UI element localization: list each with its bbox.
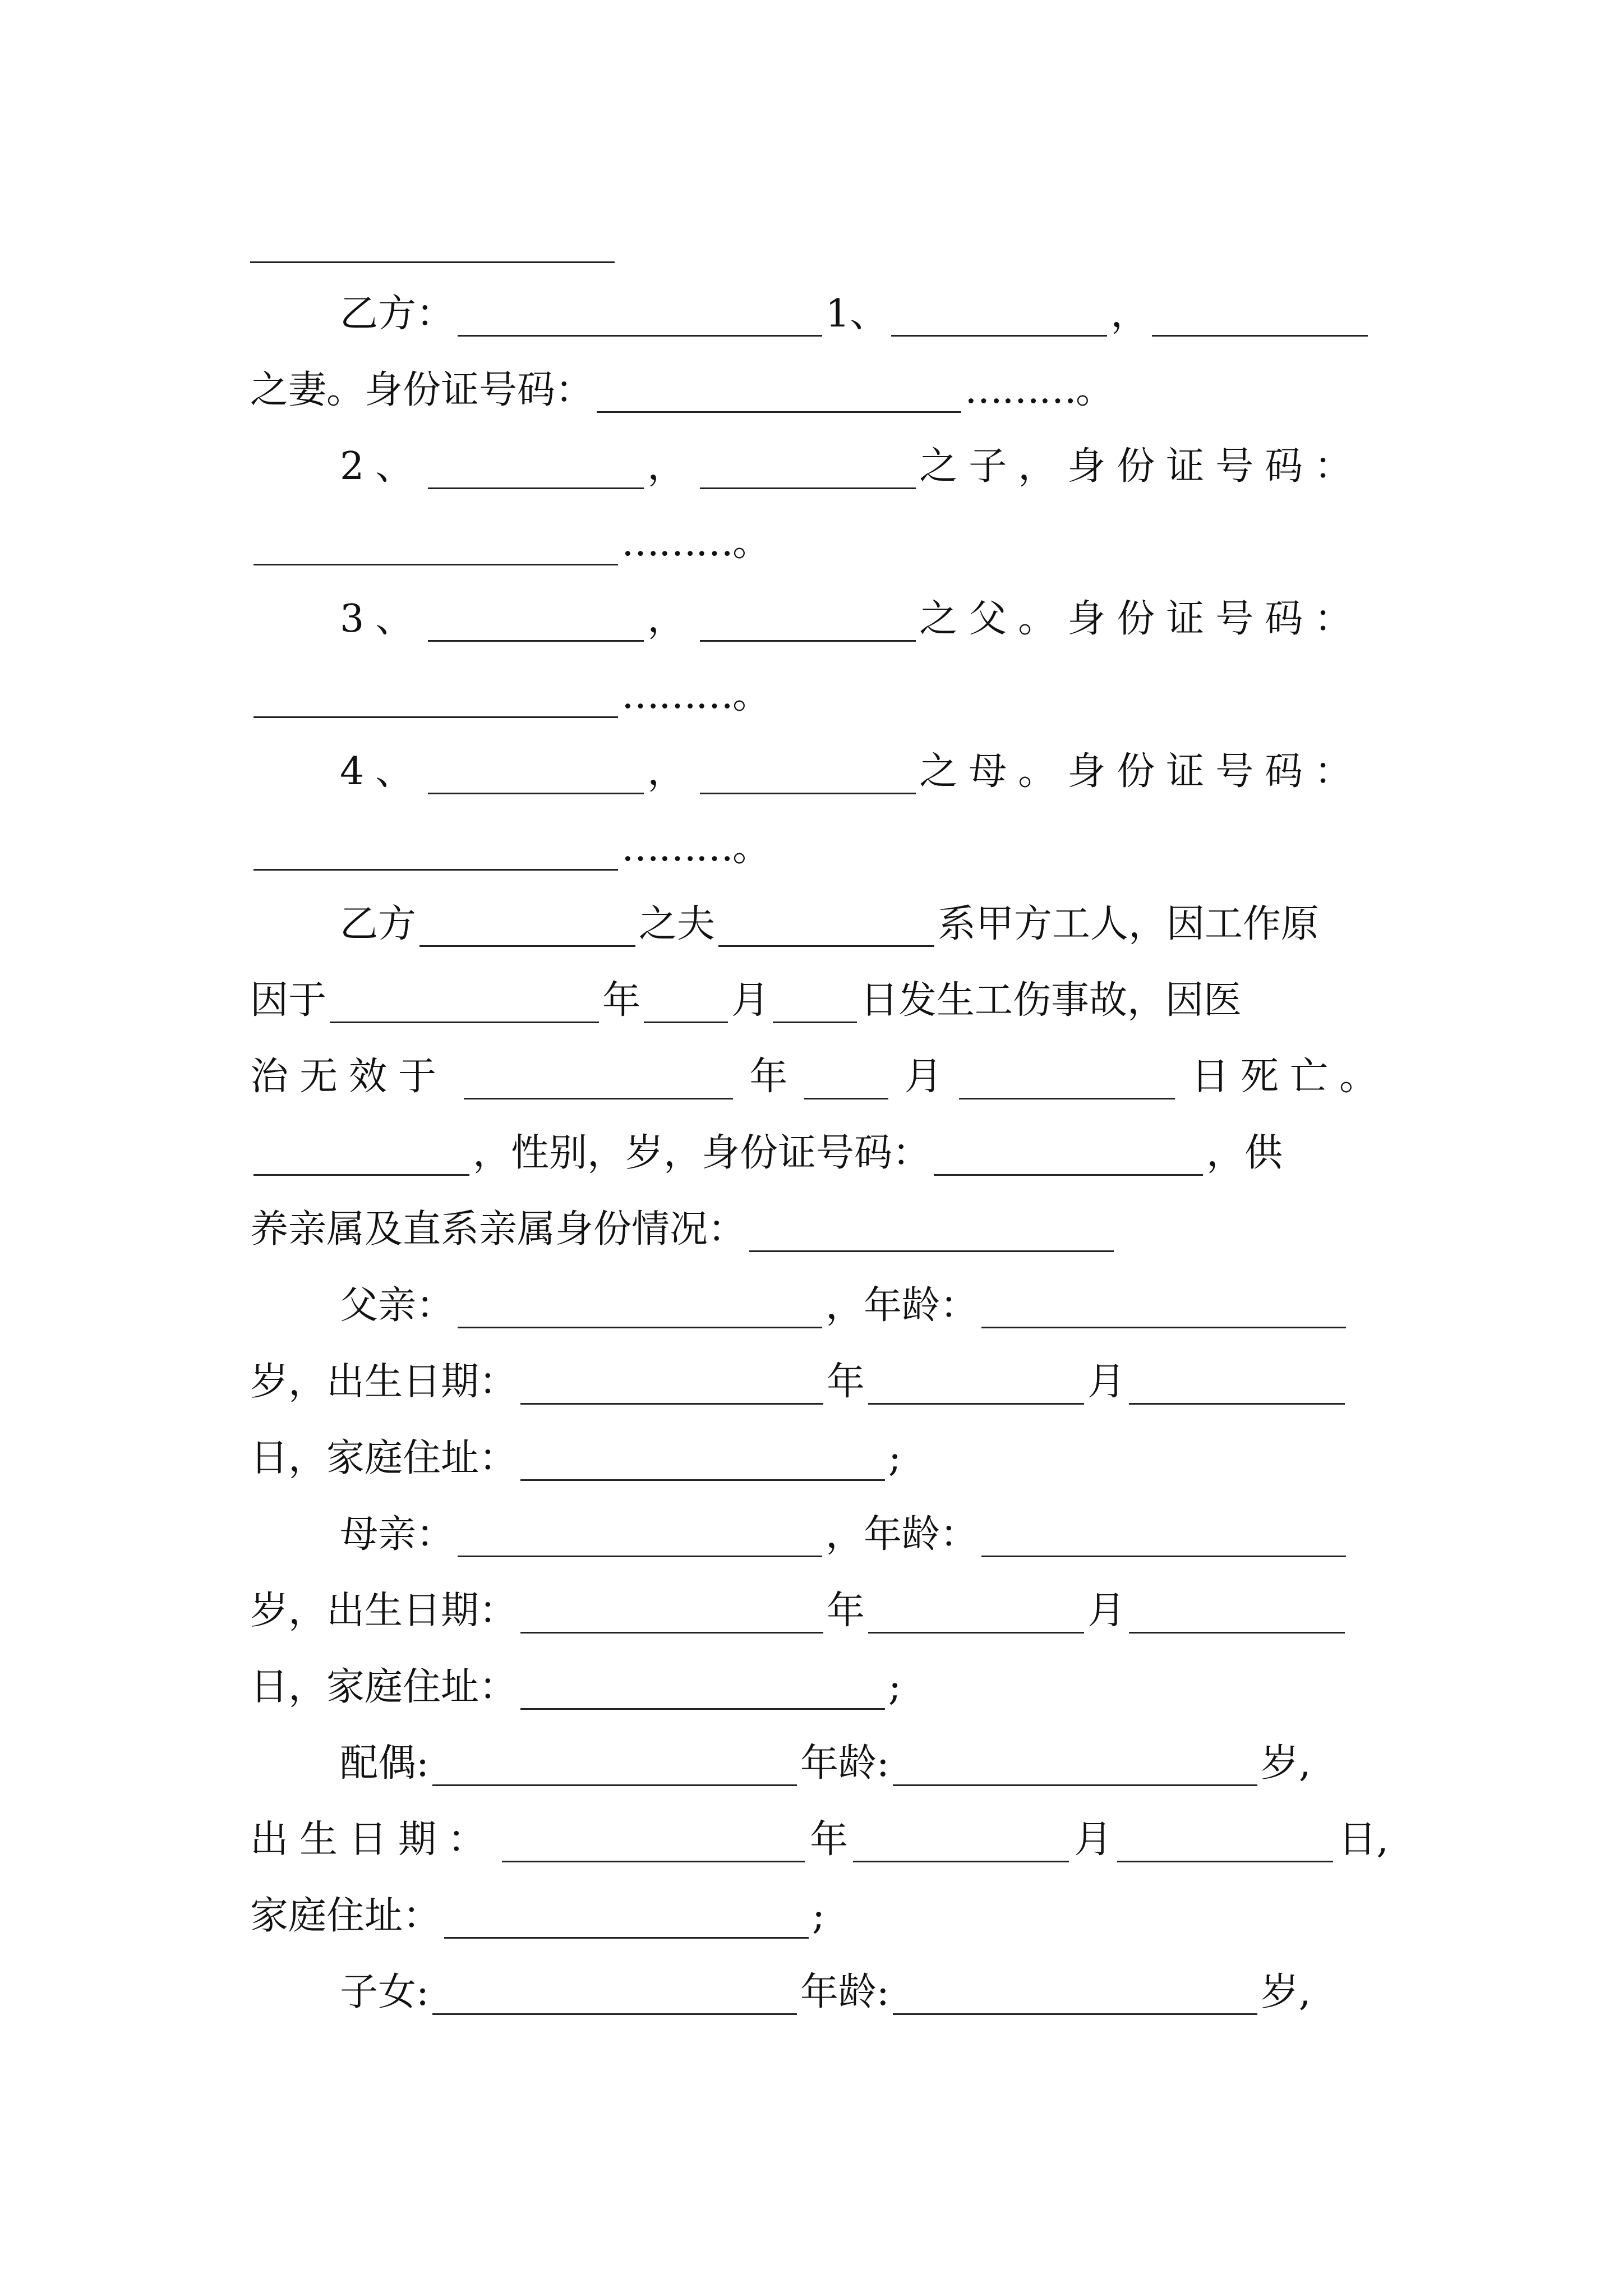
label: 月 (731, 978, 770, 1023)
blank-field[interactable] (853, 1826, 1069, 1862)
text-line (250, 1131, 1389, 1176)
label: 。 (732, 826, 771, 870)
blank-field[interactable] (718, 910, 934, 947)
text-line (250, 1283, 1389, 1328)
label: 日死亡。 (1191, 1055, 1389, 1099)
label: 年 (827, 1589, 865, 1633)
label: ， (647, 597, 697, 641)
blank-field[interactable] (502, 1826, 805, 1862)
label: 年 (827, 1360, 865, 1404)
blank-field[interactable] (458, 300, 822, 337)
label: 年 (602, 978, 641, 1023)
blank-field[interactable] (804, 1063, 888, 1099)
label: 年龄: (800, 1741, 889, 1786)
label: ， (647, 444, 697, 489)
label: 养亲属及直系亲属身份情况： (250, 1207, 746, 1251)
label: 母亲： (340, 1512, 455, 1557)
label: 之子，身份证号码： (919, 444, 1364, 489)
blank-field[interactable] (868, 1597, 1084, 1634)
ellipsis: ……… (621, 521, 732, 565)
text-line (250, 521, 1389, 565)
text-line (250, 826, 1389, 871)
blank-field[interactable] (428, 605, 644, 642)
text-line (250, 1360, 1389, 1405)
blank-field[interactable] (981, 1292, 1346, 1328)
blank-field[interactable] (428, 453, 644, 489)
text-line (250, 673, 1389, 718)
blank-field[interactable] (520, 1597, 823, 1634)
label: ， (647, 749, 697, 794)
label: ，供 (1206, 1131, 1283, 1175)
label: 岁, (1260, 1741, 1311, 1786)
blank-field[interactable] (934, 1139, 1203, 1176)
blank-field[interactable] (1129, 1597, 1345, 1634)
text-line (250, 978, 1389, 1023)
label: 之父。身份证号码： (919, 597, 1364, 641)
label: 日发生工伤事故，因医 (860, 978, 1242, 1023)
label: ; (888, 1436, 901, 1480)
text-line (250, 292, 1389, 337)
blank-field[interactable] (464, 1063, 733, 1099)
blank-field[interactable] (444, 1902, 809, 1939)
blank-field[interactable] (1129, 1368, 1345, 1405)
label: 日，家庭住址： (250, 1436, 518, 1480)
label: 月 (1074, 1818, 1113, 1862)
blank-field[interactable] (330, 987, 599, 1023)
label: 岁，出生日期： (250, 1589, 518, 1633)
blank-field[interactable] (773, 987, 857, 1023)
blank-field[interactable] (520, 1673, 885, 1710)
text-line (250, 597, 1389, 642)
label: 子女: (340, 1970, 429, 2014)
blank-field[interactable] (1152, 300, 1368, 337)
text-line (250, 1894, 1389, 1939)
ellipsis: ……… (965, 368, 1076, 412)
blank-field[interactable] (419, 910, 635, 947)
label: 年龄: (800, 1970, 889, 2014)
label: 。 (1076, 368, 1114, 412)
text-line (250, 1741, 1389, 1786)
label: 之妻。身份证号码： (250, 368, 594, 412)
label: 月 (1087, 1589, 1126, 1633)
label: 年 (810, 1818, 849, 1862)
label: 2、 (340, 444, 425, 489)
blank-field[interactable] (700, 605, 916, 642)
label: 月 (1087, 1360, 1126, 1404)
label: 系甲方工人，因工作原 (938, 902, 1320, 946)
label: 因于 (250, 978, 327, 1023)
text-line (250, 1512, 1389, 1557)
label: 岁, (1260, 1970, 1311, 2014)
label: 4、 (340, 749, 425, 794)
label: 乙方： (340, 292, 455, 336)
label: 之母。身份证号码： (919, 749, 1364, 794)
label: 。 (732, 673, 771, 717)
blank-field[interactable] (644, 987, 728, 1023)
label: 年 (749, 1055, 788, 1099)
blank-field[interactable] (428, 758, 644, 794)
blank-field[interactable] (959, 1063, 1175, 1099)
blank-field[interactable] (520, 1444, 885, 1481)
label: 。 (732, 521, 771, 565)
label: 1、 (826, 292, 888, 336)
text-line (250, 1055, 1389, 1099)
blank-field[interactable] (868, 1368, 1084, 1405)
blank-field[interactable] (520, 1368, 823, 1405)
label: ; (812, 1894, 825, 1938)
blank-field[interactable] (893, 1750, 1257, 1786)
label: ，年龄： (826, 1283, 979, 1328)
blank-field[interactable] (893, 1978, 1257, 2015)
label: 出生日期： (250, 1818, 497, 1862)
label: 之夫 (639, 902, 716, 946)
label: 治无效于 (250, 1055, 448, 1099)
blank-field[interactable] (458, 1292, 822, 1328)
blank-field[interactable] (432, 1750, 797, 1786)
label: 配偶: (340, 1741, 429, 1786)
ellipsis: ……… (621, 826, 732, 870)
label: ，性别，岁，身份证号码： (473, 1131, 931, 1175)
blank-field[interactable] (700, 453, 916, 489)
text-line (250, 1665, 1389, 1710)
text-line (250, 1207, 1389, 1252)
blank-field[interactable] (458, 1521, 822, 1557)
label: 乙方 (340, 902, 417, 946)
text-line (250, 1589, 1389, 1634)
blank-line[interactable] (250, 261, 615, 263)
label: 月 (904, 1055, 943, 1099)
blank-field[interactable] (597, 376, 961, 413)
text-line (250, 1970, 1389, 2015)
blank-field[interactable] (253, 1139, 469, 1176)
blank-field[interactable] (432, 1978, 797, 2015)
label: 日，家庭住址： (250, 1665, 518, 1709)
blank-field[interactable] (253, 834, 618, 871)
label: ，年龄： (826, 1512, 979, 1557)
label: 家庭住址： (250, 1894, 441, 1938)
text-line (250, 1818, 1389, 1862)
label: ; (888, 1665, 901, 1709)
blank-field[interactable] (891, 300, 1107, 337)
blank-field[interactable] (1117, 1826, 1333, 1862)
blank-field[interactable] (700, 758, 916, 794)
text-line (250, 749, 1389, 794)
blank-field[interactable] (749, 1216, 1114, 1252)
label: 岁，出生日期： (250, 1360, 518, 1404)
text-line (250, 368, 1389, 413)
blank-field[interactable] (253, 529, 618, 565)
label: ， (1110, 292, 1149, 336)
label: 父亲： (340, 1283, 455, 1328)
blank-field[interactable] (253, 682, 618, 718)
text-line (250, 444, 1389, 489)
text-line (250, 1436, 1389, 1481)
blank-field[interactable] (981, 1521, 1346, 1557)
ellipsis: ……… (621, 673, 732, 717)
label: 日, (1338, 1818, 1389, 1862)
text-line (250, 902, 1389, 947)
label: 3、 (340, 597, 425, 641)
